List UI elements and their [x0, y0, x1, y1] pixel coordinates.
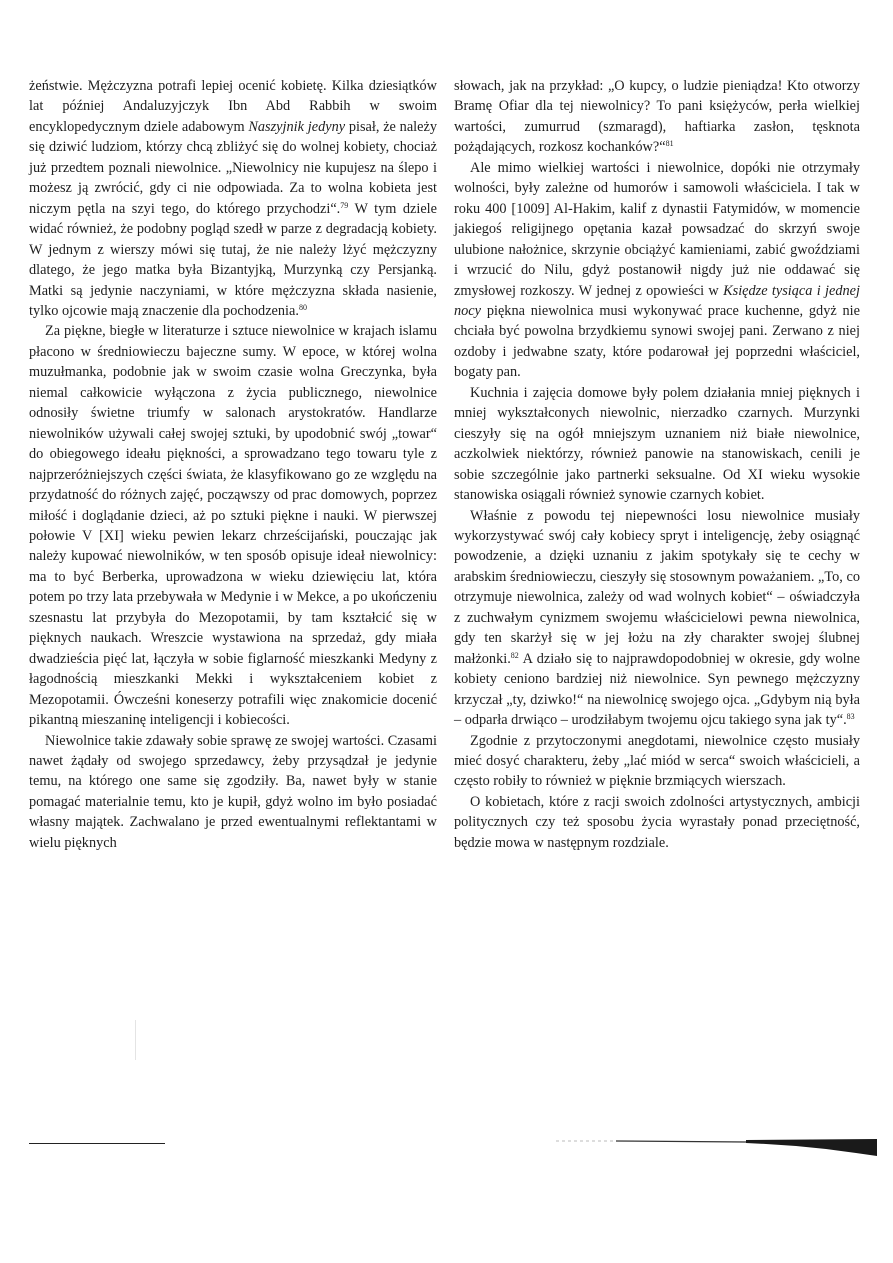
text-span: słowach, jak na przykład: „O kupcy, o ludzie pieniądza! Kto otworzy Bramę Ofiar dla tej niewolnicy? To pani księżyców, perła wielkiej wartości, zumurrud (szmaragd), haftiarka zasłon, tęsknota pożądających, rozkosz kochanków?“ [454, 78, 860, 156]
text-span: W tym dziele widać również, że podobny pogląd szedł w parze z degradacją kobiety. W jednym z wierszy mówi się tutaj, że nie należy lżyć mężczyzny dlatego, że jego matka była Bizantyjką, Murzynką czy Persjanką. Matki są jedynie naczyniami, w które mężczyzna składa nasienie, tylko ojcowie mają znaczenie dla pochodzenia. [29, 200, 437, 319]
text-span: Ale mimo wielkiej wartości i niewolnice, dopóki nie otrzymały wolności, były zależne od humorów i samowoli właściciela. I tak w roku 400 [1009] Al-Hakim, kalif z dynastii Fatymidów, w momencie jakiegoś religijnego opętania kazał powsadzać do skrzyń swoje ulubione nałożnice, skrzynie obciążyć kamieniami, zabić gwoździami i wrzucić do Nilu, gdyż postanowił nigdy już nie oddawać się zmysłowej rozkoszy. W jednej z opowieści w [454, 159, 860, 299]
paragraph: Kuchnia i zajęcia domowe były polem działania mniej pięknych i mniej wykształconych niewolnic, nierzadko czarnych. Murzynki cieszyły się na ogół mniejszym uznaniem niż białe niewolnice, aczkolwiek niektórzy, również panowie na stanowiskach, cenili je sobie szczególnie jako partnerki seksualne. Od XI wieku wysokie stanowiska osiągali również synowie czarnych kobiet. [454, 384, 860, 504]
left-column [29, 76, 437, 853]
paragraph: O kobietach, które z racji swoich zdolności artystycznych, ambicji politycznych czy też sposobu życia wyrastały ponad przeciętność, będzie mowa w następnym rozdziale. [454, 793, 860, 851]
book-title: Księdze tysiąca i jednej nocy [454, 282, 860, 319]
book-title: Naszyjnik jedyny [248, 118, 346, 135]
paragraph: Zgodnie z przytoczonymi anegdotami, niewolnice często musiały mieć dosyć charakteru, żeby „lać miód w serca“ swoich właścicieli, a często robiły to również w pięknie brzmiących wierszach. [454, 732, 860, 790]
text-span: piękna niewolnica musi wykonywać prace kuchenne, gdyż nie chciała być powolna brzydkiemu synowi swojej pani. Zerwano z niej ozdoby i jedwabne szaty, które podarował jej poprzedni właściciel, bogaty pan. [454, 302, 860, 381]
footer-rule-left [29, 1143, 165, 1144]
paragraph [454, 158, 860, 383]
paragraph [454, 76, 860, 158]
paragraph: Niewolnice takie zdawały sobie sprawę ze swojej wartości. Czasami nawet żądały od swojego sprzedawcy, żeby przysądzał je jedynie temu, na którego one same się zgodziły. Ba, nawet były w stanie pomagać materialnie temu, kto je kupił, gdyż wolno im było posiadać własny majątek. Zachwalano je przed ewentualnymi reflektantami w wielu pięknych [29, 732, 437, 851]
text-span: żeństwie. Mężczyzna potrafi lepiej ocenić kobietę. Kilka dziesiątków lat później Andaluzyjczyk Ibn Abd Rabbih w swoim encyklopedycznym dziele adabowym [29, 78, 437, 135]
scan-artifact [135, 1020, 136, 1060]
footnote-ref: 79 [340, 200, 349, 210]
text-span: pisał, że należy się dziwić ludziom, którzy chcą zbliżyć się do wolnej kobiety, chociaż już przedtem poznali niewolnice. „Niewolnicy nie kupujesz na ślepo i możesz ją zwrócić, gdy ci nie odpowiada. Za to wolna kobieta jest niczym pętla na szyi tego, do którego przychodzi“. [29, 118, 437, 217]
footnote-ref: 83 [846, 712, 855, 722]
footnote-ref: 81 [665, 139, 674, 149]
paragraph: Za piękne, biegłe w literaturze i sztuce niewolnice w krajach islamu płacono w średniowieczu bajeczne sumy. W epoce, w której wolna muzułmanka, podobnie jak w swoim czasie wolna Greczynka, była niemal całkowicie wyłączona z życia publicznego, niewolnice odnosiły świetne triumfy w salonach arystokratów. Handlarze niewolników używali całej swojej sztuki, by upodobnić swój „towar“ do obiegowego ideału piękności, a sprowadzano tego towaru tyle z najprzeróżniejszych części świata, że klasyfikowano go ze względu na przydatność do różnych zajęć, począwszy od prac domowych, poprzez miłość i doglądanie dzieci, aż po sztuki piękne i nauki. W pierwszej połowie V [XI] wieku pewien lekarz chrześcijański, pouczając jak należy kupować niewolników, w ten sposób opisuje ideał niewolnicy: ma to być Berberka, uprowadzona w wieku dziewięciu lat, która potem po trzy lata przebywała w Medynie i w Mekce, a po ukończeniu szesnastu lat przybyła do Mezopotamii, by tam kształcić się w pięknych naukach. Wreszcie wystawiona na sprzedaż, gdy miała dwadzieścia pięć lat, łączyła w sobie figlarność mieszkanki Medyny z łagodnością mieszkanki Mekki i wykształceniem kobiet z Mezopotamii. Ówcześni koneserzy potrafili więc znakomicie docenić pikantną mieszaninę inteligencji i kobiecości. [29, 323, 437, 729]
paragraph [454, 506, 860, 731]
footnote-ref: 80 [298, 302, 307, 312]
text-span: Właśnie z powodu tej niepewności losu niewolnice musiały wykorzystywać swój cały kobiecy spryt i inteligencję, żeby osiągnąć powodzenie, a dzięki uznaniu z jakim spotykały się te cechy w arabskim średniowieczu, cieszyły się stosownym poważaniem. „To, co otrzymuje niewolnica, zależy od wad wolnych kobiet“ – oświadczyła z zuchwałym cynizmem swojemu właścicielowi pewna niewolnica, gdy ten skarżył się w jej łożu na zły charakter swojej ślubnej małżonki. [454, 507, 860, 667]
footer-rule-right [556, 1139, 877, 1159]
footnote-ref: 82 [510, 650, 519, 660]
right-column [454, 76, 860, 853]
text-span: A działo się to najprawdopodobniej w okresie, gdy wolne kobiety ceniono bardziej niż niewolnice. Syn pewnego mężczyzny krzyczał „ty, dziwko!“ na niewolnicę swojego ojca. „Gdybym nią była – odparła drwiąco – urodziłabym twojemu ojcu takiego syna jak ty“. [454, 650, 860, 729]
paragraph [29, 76, 437, 321]
